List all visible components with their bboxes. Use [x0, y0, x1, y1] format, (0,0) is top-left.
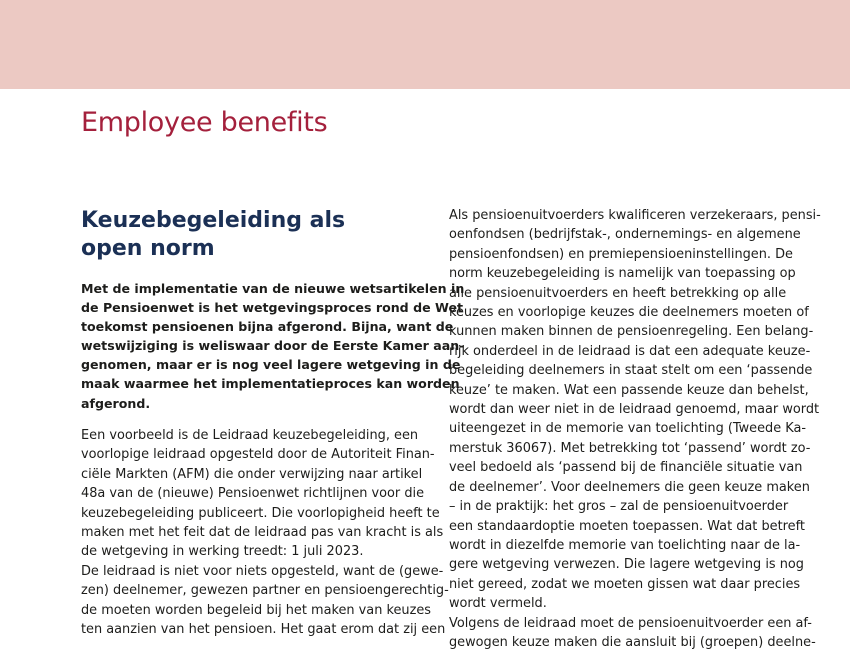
- header-band: [0, 0, 850, 89]
- text-line: gewogen keuze maken die aansluit bij (groepen) deelne-: [449, 634, 816, 650]
- text-line: De leidraad is niet voor niets opgesteld, want de (gewe-: [81, 563, 444, 579]
- text-line: – in de praktijk: het gros – zal de pensioenuitvoerder: [449, 499, 789, 515]
- text-line: alle pensioenuitvoerders en heeft betrekking op alle: [449, 285, 787, 301]
- text-line: pensioenfondsen) en premiepensioeninstellingen. De: [449, 246, 793, 262]
- text-line: oenfondsen (bedrijfstak-, ondernemings- en algemene: [449, 227, 801, 243]
- text-line: maak waarmee het implementatieproces kan worden: [81, 376, 460, 392]
- text-line: afgerond.: [81, 395, 151, 411]
- text-line: niet gereed, zodat we moeten gissen wat daar precies: [449, 576, 801, 592]
- text-line: Als pensioenuitvoerders kwalificeren verzekeraars, pensi-: [449, 208, 821, 223]
- text-line: maken met het feit dat de leidraad pas van kracht is als: [81, 525, 444, 541]
- body-column-right: [449, 206, 821, 652]
- text-line: toekomst pensioenen bijna afgerond. Bijna, want de: [81, 319, 454, 335]
- text-line: wordt in diezelfde memorie van toelichting naar de la-: [449, 537, 801, 553]
- text-line: ciële Markten (AFM) die onder verwijzing naar artikel: [81, 466, 423, 482]
- text-line: Een voorbeeld is de Leidraad keuzebegeleiding, een: [81, 428, 419, 443]
- text-line: ten aanzien van het pensioen. Het gaat erom dat zij een: [81, 622, 446, 638]
- text-line: veel bedoeld als ‘passend bij de financiële situatie van: [449, 460, 803, 476]
- text-line: wetswijziging is weliswaar door de Eerste Kamer aan-: [81, 338, 465, 354]
- text-line: gere wetgeving verwezen. Die lagere wetgeving is nog: [449, 557, 804, 573]
- text-line: uiteengezet in de memorie van toelichting (Tweede Ka-: [449, 421, 807, 437]
- text-line: 48a van de (nieuwe) Pensioenwet richtlijnen voor die: [81, 486, 425, 502]
- body-column-left: [81, 426, 449, 639]
- text-line: rijk onderdeel in de leidraad is dat een adequate keuze-: [449, 343, 811, 359]
- text-line: genomen, maar er is nog veel lagere wetgeving in de: [81, 357, 461, 373]
- text-line: een standaardoptie moeten toepassen. Wat dat betreft: [449, 518, 805, 534]
- text-line: Volgens de leidraad moet de pensioenuitvoerder een af-: [449, 615, 812, 631]
- text-line: wordt dan weer niet in de leidraad genoemd, maar wordt: [449, 402, 820, 418]
- text-line: Met de implementatie van de nieuwe wetsartikelen in: [81, 281, 465, 296]
- text-line: keuzes en voorlopige keuzes die deelnemers moeten of: [449, 305, 809, 321]
- section-title: Employee benefits: [81, 107, 328, 138]
- text-line: de wetgeving in werking treedt: 1 juli 2023.: [81, 544, 364, 560]
- text-line: de moeten worden begeleid bij het maken van keuzes: [81, 602, 431, 618]
- text-line: kunnen maken binnen de pensioenregeling. Een belang-: [449, 324, 814, 340]
- article-intro: [81, 279, 464, 413]
- text-line: keuzebegeleiding publiceert. Die voorlopigheid heeft te: [81, 505, 440, 521]
- text-line: zen) deelnemer, gewezen partner en pensioengerechtig-: [81, 583, 449, 599]
- text-line: voorlopige leidraad opgesteld door de Autoriteit Finan-: [81, 447, 435, 463]
- article-title: Keuzebegeleiding als open norm: [81, 208, 346, 261]
- text-line: begeleiding deelnemers in staat stelt om een ‘passende: [449, 363, 813, 379]
- text-line: wordt vermeld.: [449, 596, 547, 612]
- text-line: de Pensioenwet is het wetgevingsproces rond de Wet: [81, 300, 464, 316]
- text-line: keuze’ te maken. Wat een passende keuze dan behelst,: [449, 382, 809, 398]
- text-line: norm keuzebegeleiding is namelijk van toepassing op: [449, 266, 796, 282]
- text-line: de deelnemer’. Voor deelnemers die geen keuze maken: [449, 479, 810, 495]
- text-line: merstuk 36067). Met betrekking tot ‘passend’ wordt zo-: [449, 440, 811, 456]
